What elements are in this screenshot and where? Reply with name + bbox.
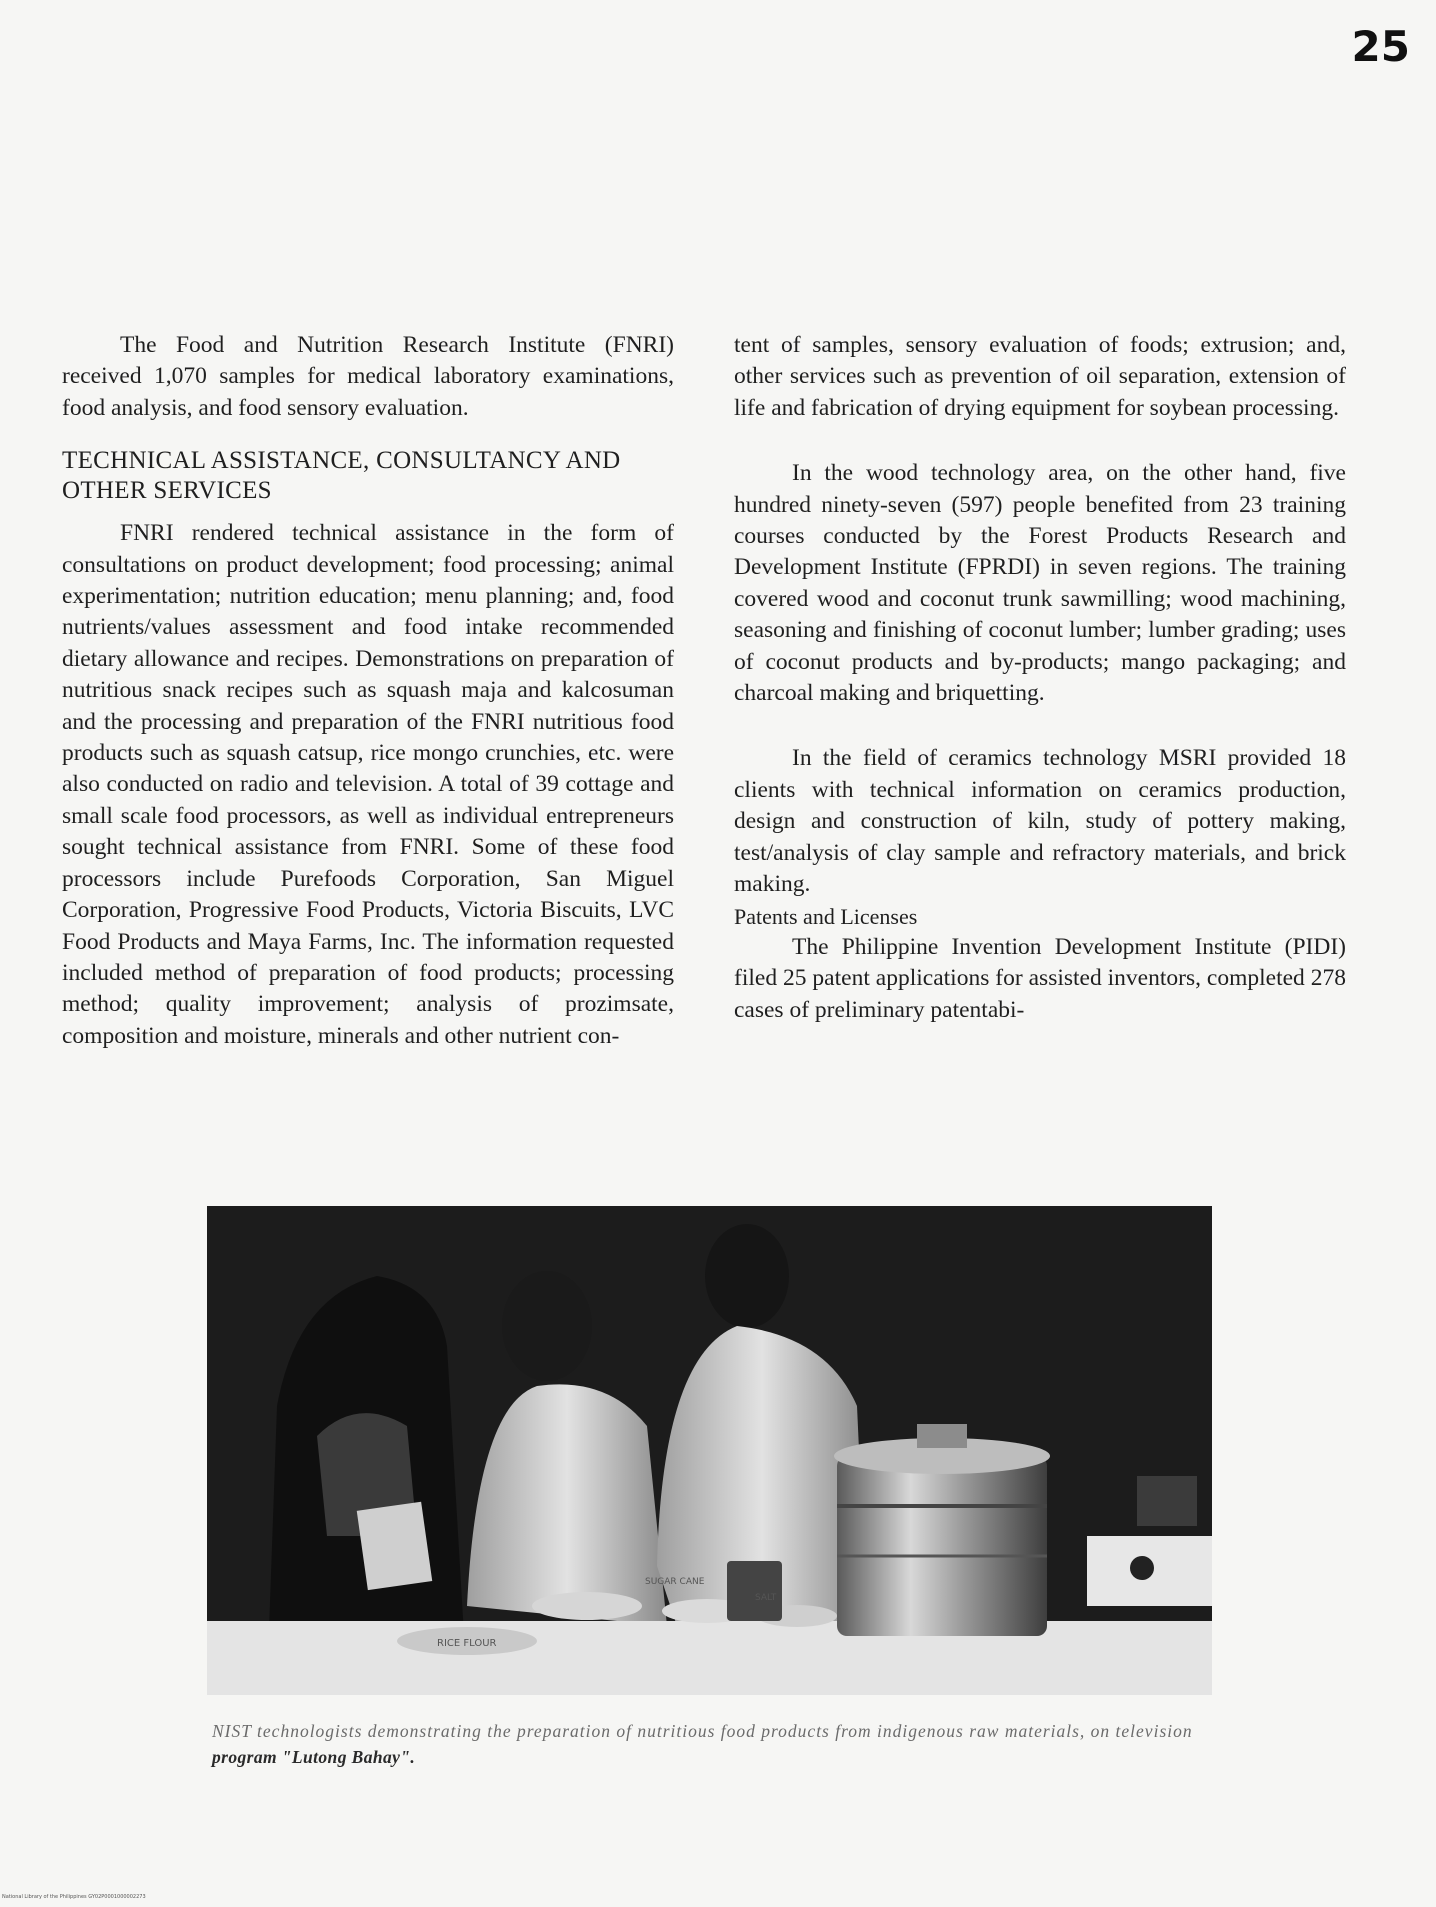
photo-caption (212, 1718, 1222, 1770)
section-heading: TECHNICAL ASSISTANCE, CONSULTANCY AND OTHER SERVICES (62, 447, 621, 505)
salt-label: SALT (755, 1593, 777, 1603)
page-number: 25 (1351, 22, 1410, 71)
continued-paragraph: tent of samples, sensory evaluation of foods; extrusion; and, other services such as prevention of oil separation, extension of life and fabrication of drying equipment for soybean processing. (734, 332, 1346, 421)
wood-technology-paragraph: In the wood technology area, on the other hand, five hundred ninety-seven (597) people benefited from 23 training courses conducted by the Forest Products Research and Development Institute (FPRDI) in seven regions. The training covered wood and coconut trunk sawmilling; wood machining, seasoning and finishing of coconut lumber; lumber grading; uses of coconut products and by-products; mango packaging; and charcoal making and briquetting. (734, 460, 1346, 707)
patents-subheading: Patents and Licenses (734, 903, 918, 929)
patents-paragraph: The Philippine Invention Development Institute (PIDI) filed 25 patent applications for assisted inventors, completed 278 cases of preliminary patentabi- (734, 933, 1346, 1023)
technical-assistance-paragraph: FNRI rendered technical assistance in the form of consultations on product development; food processing; animal experimentation; nutrition education; menu planning; and, food nutrients/values assessment and food intake recommended dietary allowance and recipes. Demonstrations on preparation of nutritious snack recipes such as squash maja and kalcosuman and the processing and preparation of the FNRI nutritious food products such as squash catsup, rice mongo crunchies, etc. were also conducted on radio and television. A total of 39 cottage and small scale food processors, as well as individual entrepreneurs sought technical assistance from FNRI. Some of these food processors include Purefoods Corporation, San Miguel Corporation, Progressive Food Products, Victoria Biscuits, LVC Food Products and Maya Farms, Inc. The information requested included method of preparation of food products; processing method; quality improvement; analysis of prozimsate, composition and moisture, minerals and other nutrient con- (62, 520, 674, 1049)
ceramics-paragraph: In the field of ceramics technology MSRI provided 18 clients with technical information on ceramics production, design and construction of kiln, study of pottery making, test/analysis of clay sample and refractory materials, and brick making. (734, 745, 1346, 898)
caption-program: program "Lutong Bahay". (212, 1747, 416, 1767)
footer-stamp: National Library of the Philippines GY02P0001000002273 (2, 1894, 146, 1900)
sugar-cane-label: SUGAR CANE (645, 1577, 705, 1587)
caption-text: NIST technologists demonstrating the preparation of nutritious food products from indigenous raw materials, on television (212, 1721, 1193, 1741)
demonstration-photo (207, 1206, 1212, 1695)
left-column (62, 330, 674, 1052)
intro-paragraph: The Food and Nutrition Research Institute (FNRI) received 1,070 samples for medical laboratory examinations, food analysis, and food sensory evaluation. (62, 332, 674, 421)
right-column (734, 330, 1346, 1026)
rice-flour-label: RICE FLOUR (437, 1638, 497, 1649)
